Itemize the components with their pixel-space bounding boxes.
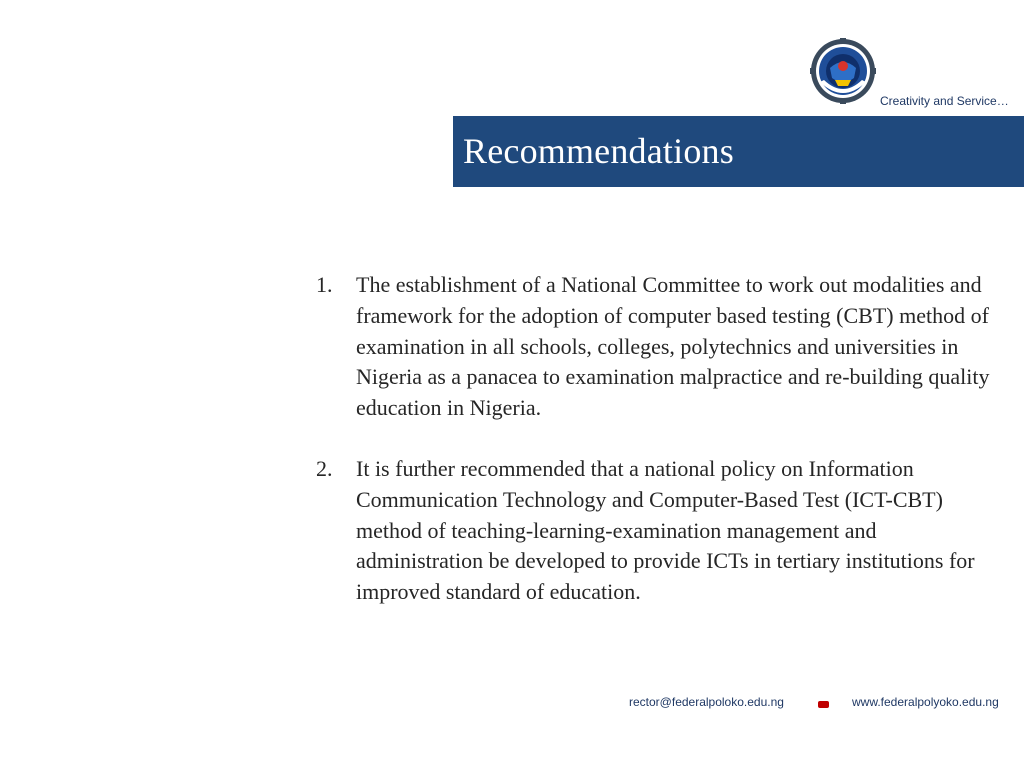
recommendation-text: It is further recommended that a national policy on Information Communication Technology and Computer-Based Test (ICT-CBT) method of teaching-learning-examination management and administration be developed to provide ICTs in tertiary institutions for improved standard of education. [356, 455, 975, 605]
title-bar [453, 116, 1024, 187]
recommendations-list [316, 270, 1006, 608]
footer-website-link[interactable]: www.federalpolyoko.edu.ng [852, 695, 999, 709]
recommendation-text: The establishment of a National Committee to work out modalities and framework for the adoption of computer based testing (CBT) method of examination in all schools, colleges, polytechnics and universities in Nigeria as a panacea to examination malpractice and re-building quality education in Nigeria. [356, 272, 990, 421]
recommendation-number: 1. [316, 272, 333, 297]
recommendation-item [316, 270, 1006, 424]
footer-separator-dot [818, 701, 829, 708]
recommendation-item [316, 454, 1006, 608]
institution-logo [810, 38, 876, 104]
recommendation-number: 2. [316, 455, 333, 481]
tagline: Creativity and Service… [880, 94, 1009, 108]
page-title: Recommendations [463, 131, 734, 171]
footer-email-link[interactable]: rector@federalpoloko.edu.ng [629, 695, 784, 709]
